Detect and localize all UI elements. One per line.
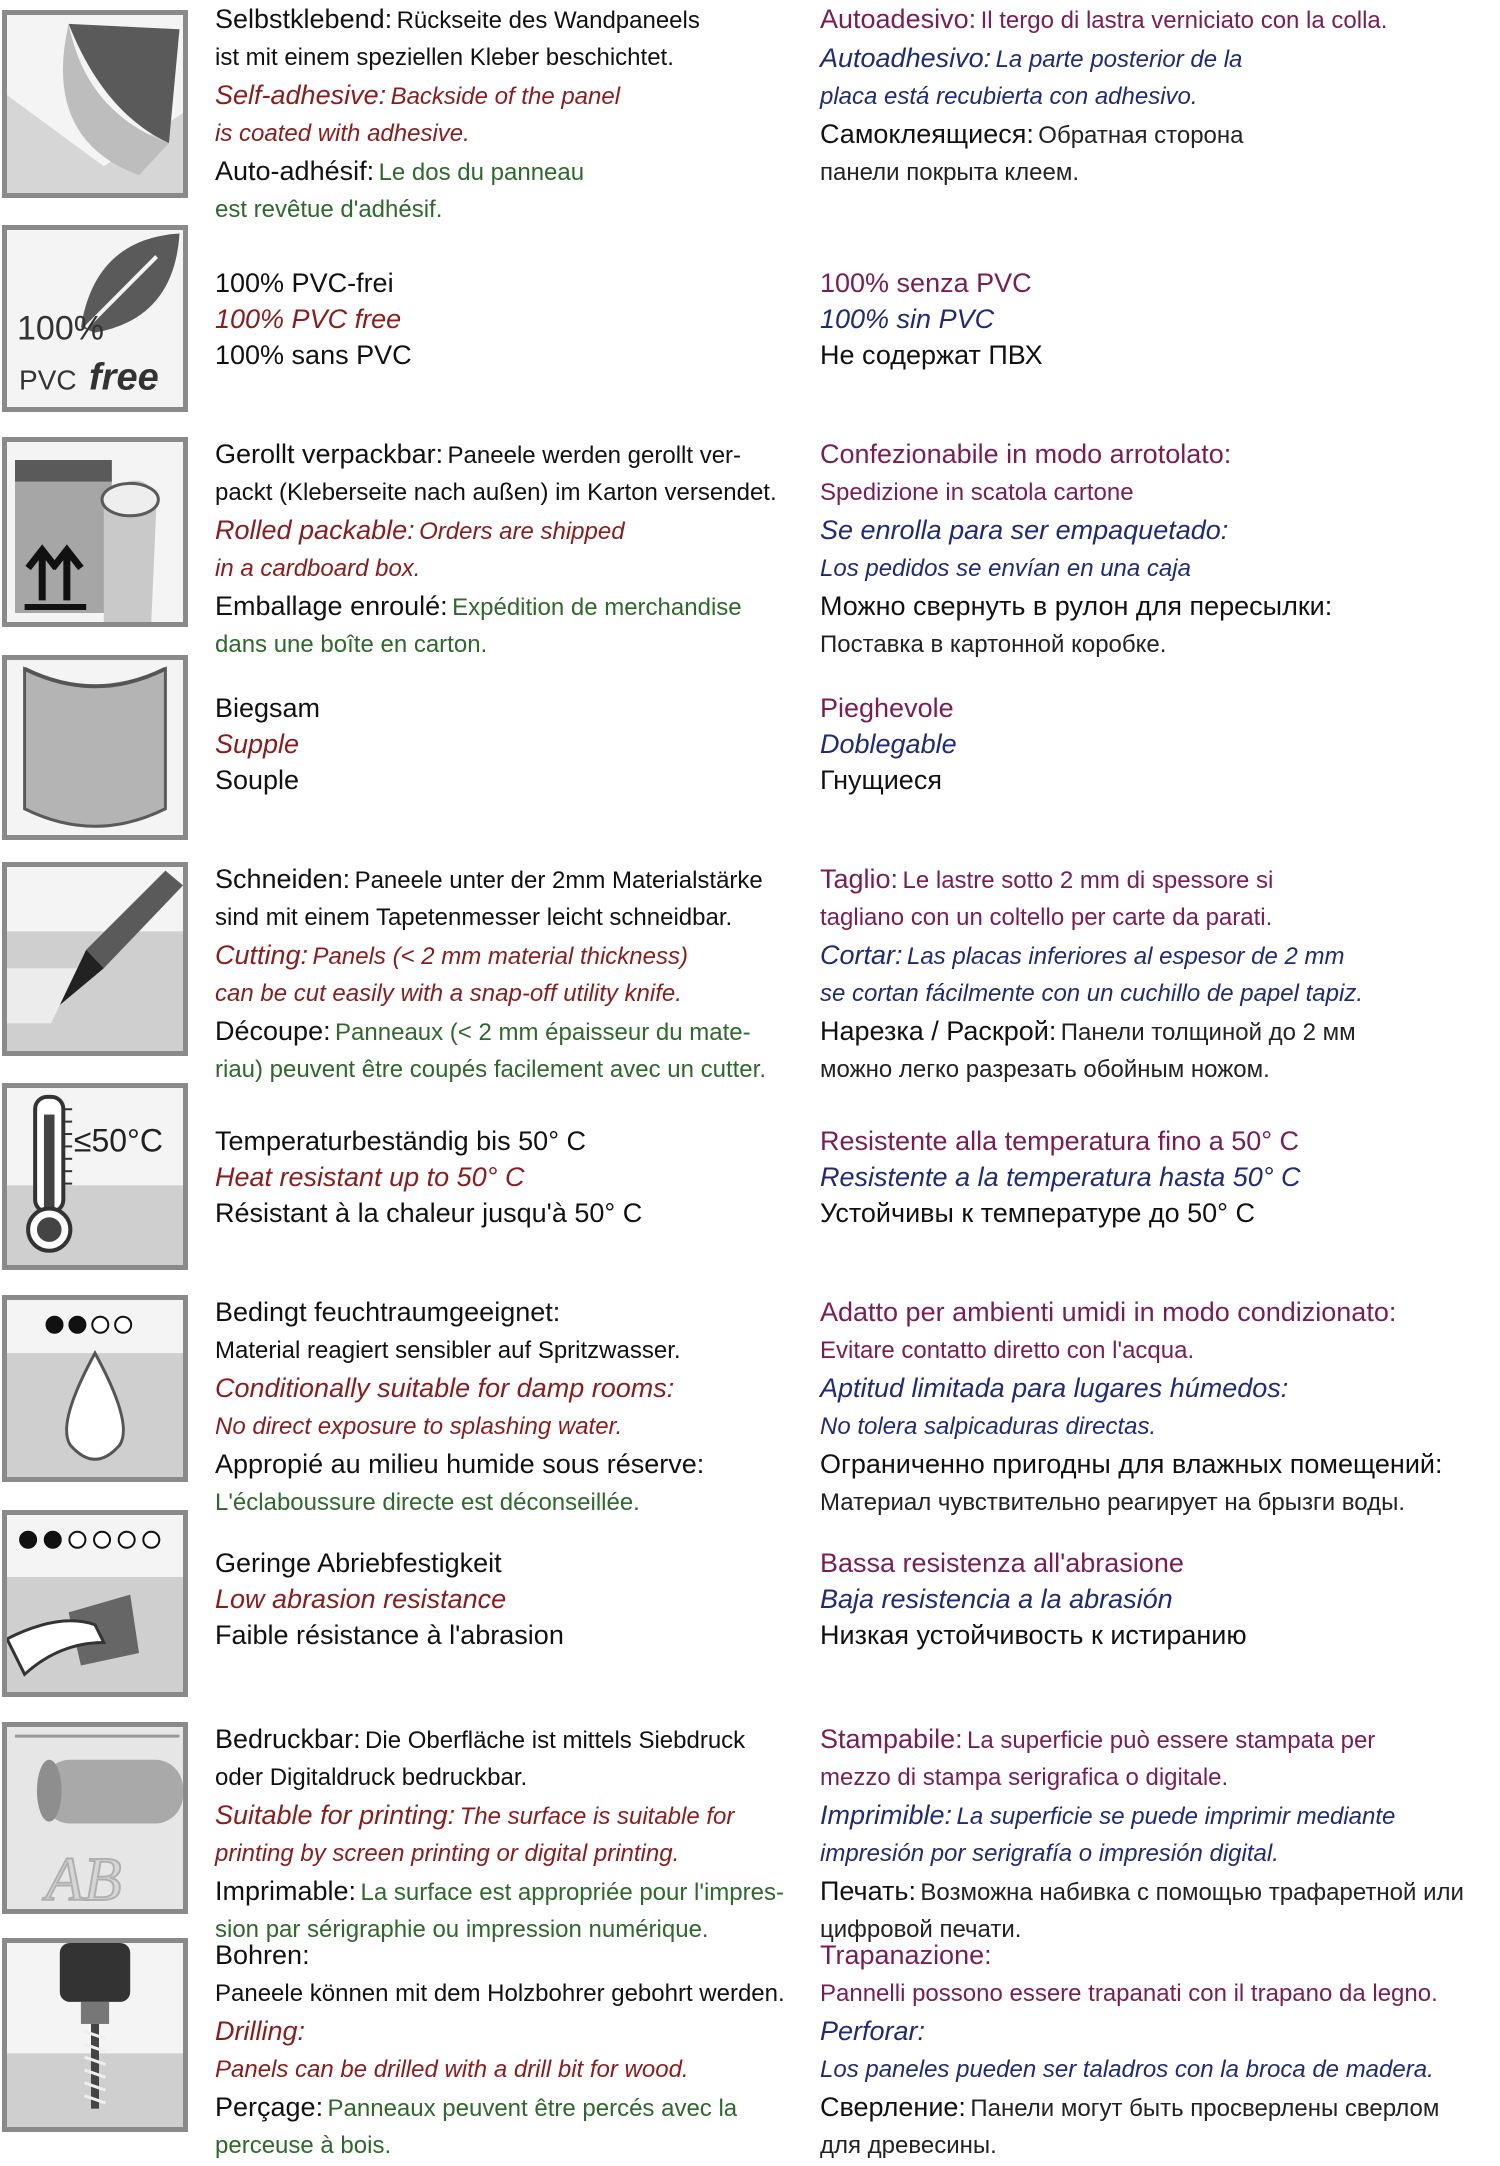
rating-dot-empty xyxy=(92,1317,108,1333)
feature-title: 100% senza PVC xyxy=(820,268,1032,298)
feature-title: Low abrasion resistance xyxy=(215,1584,507,1614)
feature-heading: Aptitud limitada para lugares húmedos: xyxy=(820,1373,1289,1403)
feature-description: La surface est appropriée pour l'impres- xyxy=(360,1879,784,1906)
feature-description: Il tergo di lastra verniciato con la colla. xyxy=(980,7,1388,34)
feature-line-it xyxy=(820,1295,1500,1334)
right-text-column xyxy=(820,862,1500,1090)
feature-heading: Нарезка / Раскрой: xyxy=(820,1016,1057,1046)
feature-line-fr xyxy=(215,628,815,665)
badge-pvc-text: PVC xyxy=(19,364,77,396)
feature-description: Los pedidos se envían en una caja xyxy=(820,555,1191,582)
flexible-sheet-icon xyxy=(7,660,183,835)
feature-line-en xyxy=(215,117,815,154)
feature-description: Spedizione in scatola cartone xyxy=(820,479,1134,506)
rating-dot-empty xyxy=(69,1532,85,1548)
feature-heading: Perforar: xyxy=(820,2016,926,2046)
feature-description: riau) peuvent être coupés facilement avec un cutter. xyxy=(215,1056,766,1083)
feature-line-de xyxy=(215,1761,815,1798)
feature-description: Las placas inferiores al espesor de 2 mm xyxy=(906,943,1345,970)
feature-line-de xyxy=(215,437,815,476)
feature-line-en xyxy=(215,726,815,762)
feature-line-de xyxy=(215,1123,815,1159)
feature-description: Material reagiert sensibler auf Spritzwasser. xyxy=(215,1337,681,1364)
feature-title: Pieghevole xyxy=(820,693,954,723)
feature-line-de xyxy=(215,1545,815,1581)
feature-line-it xyxy=(820,1938,1500,1977)
feature-line-es xyxy=(820,977,1500,1014)
feature-heading: Autoadesivo: xyxy=(820,4,977,34)
feature-line-de xyxy=(215,1977,815,2014)
feature-title: Supple xyxy=(215,729,300,759)
feature-description: se cortan fácilmente con un cuchillo de papel tapiz. xyxy=(820,980,1363,1007)
feature-heading: Imprimible: xyxy=(820,1800,953,1830)
rating-dot-empty xyxy=(94,1532,110,1548)
feature-line-ru xyxy=(820,1014,1500,1053)
feature-icon-box xyxy=(2,862,188,1056)
feature-line-it xyxy=(820,1977,1500,2014)
right-text-column xyxy=(820,1545,1500,1653)
feature-line-ru xyxy=(820,117,1500,156)
feature-title: Résistant à la chaleur jusqu'à 50° C xyxy=(215,1198,643,1228)
feature-icon-box xyxy=(2,10,188,198)
feature-heading: Confezionabile in modo arrotolato: xyxy=(820,439,1232,469)
feature-line-ru xyxy=(820,1874,1500,1913)
feature-description: Обратная сторона xyxy=(1038,122,1244,149)
feature-icon-box xyxy=(2,1083,188,1270)
feature-line-de xyxy=(215,901,815,938)
feature-line-ru xyxy=(820,762,1500,798)
feature-line-fr xyxy=(215,337,815,373)
print-sample-text: AB xyxy=(45,1845,122,1909)
feature-line-en xyxy=(215,78,815,117)
feature-heading: Self-adhesive: xyxy=(215,80,387,110)
feature-description: La parte posterior de la xyxy=(995,46,1243,73)
rating-dot-empty xyxy=(119,1532,135,1548)
feature-description: Rückseite des Wandpaneels xyxy=(396,7,700,34)
feature-line-it xyxy=(820,690,1500,726)
feature-icon-box xyxy=(2,1722,188,1914)
feature-line-es xyxy=(820,2053,1500,2090)
feature-description: Панели могут быть просверлены сверлом xyxy=(970,2095,1440,2122)
feature-line-en xyxy=(215,1410,815,1447)
feature-line-ru xyxy=(820,156,1500,193)
feature-heading: Bedruckbar: xyxy=(215,1724,361,1754)
rating-dot-filled xyxy=(20,1532,36,1548)
feature-description: Panneaux (< 2 mm épaisseur du mate- xyxy=(335,1019,751,1046)
feature-heading: Bedingt feuchtraumgeeignet: xyxy=(215,1297,561,1327)
feature-title: Bassa resistenza all'abrasione xyxy=(820,1548,1184,1578)
feature-line-fr xyxy=(215,1874,815,1913)
feature-description: The surface is suitable for xyxy=(459,1803,735,1830)
left-text-column xyxy=(215,265,815,373)
right-text-column xyxy=(820,1938,1500,2166)
feature-line-fr xyxy=(215,193,815,230)
right-text-column xyxy=(820,2,1500,193)
feature-description: Le dos du panneau xyxy=(378,159,585,186)
feature-title: Heat resistant up to 50° C xyxy=(215,1162,525,1192)
feature-title: Resistente alla temperatura fino a 50° C xyxy=(820,1126,1300,1156)
feature-heading: Découpe: xyxy=(215,1016,331,1046)
feature-line-es xyxy=(820,1581,1500,1617)
feature-heading: Perçage: xyxy=(215,2092,324,2122)
feature-line-it xyxy=(820,437,1500,476)
feature-heading: Ограниченно пригодны для влажных помещений: xyxy=(820,1449,1443,1479)
feature-icon-box xyxy=(2,655,188,840)
feature-line-es xyxy=(820,1837,1500,1874)
feature-description: tagliano con un coltello per carte da parati. xyxy=(820,904,1273,931)
feature-title: 100% PVC free xyxy=(215,304,402,334)
feature-line-it xyxy=(820,862,1500,901)
left-text-column xyxy=(215,1123,815,1231)
rating-dot-filled xyxy=(45,1532,61,1548)
feature-line-it xyxy=(820,1334,1500,1371)
feature-title: Resistente a la temperatura hasta 50° C xyxy=(820,1162,1301,1192)
feature-icon-box xyxy=(2,1295,188,1482)
feature-heading: Самоклеящиеся: xyxy=(820,119,1034,149)
feature-line-it xyxy=(820,265,1500,301)
feature-description: Панели толщиной до 2 мм xyxy=(1060,1019,1356,1046)
feature-line-ru xyxy=(820,1053,1500,1090)
feature-line-fr xyxy=(215,154,815,193)
feature-line-fr xyxy=(215,762,815,798)
feature-heading: Stampabile: xyxy=(820,1724,963,1754)
badge-percent-text: 100% xyxy=(17,309,104,348)
feature-line-es xyxy=(820,1371,1500,1410)
left-text-column xyxy=(215,862,815,1090)
feature-heading: Suitable for printing: xyxy=(215,1800,456,1830)
feature-heading: Adatto per ambienti umidi in modo condizionato: xyxy=(820,1297,1397,1327)
feature-line-en xyxy=(215,2053,815,2090)
feature-line-es xyxy=(820,726,1500,762)
feature-description: No tolera salpicaduras directas. xyxy=(820,1413,1157,1440)
feature-line-ru xyxy=(820,1617,1500,1653)
feature-title: Устойчивы к температуре до 50° C xyxy=(820,1198,1255,1228)
right-text-column xyxy=(820,690,1500,798)
printing-roller-icon xyxy=(7,1727,183,1909)
feature-line-en xyxy=(215,977,815,1014)
feature-icon-box xyxy=(2,225,188,412)
left-text-column xyxy=(215,2,815,230)
feature-line-fr xyxy=(215,1053,815,1090)
feature-line-ru xyxy=(820,337,1500,373)
feature-description: can be cut easily with a snap-off utility knife. xyxy=(215,980,682,1007)
feature-line-fr xyxy=(215,1014,815,1053)
feature-line-fr xyxy=(215,1195,815,1231)
feature-description: dans une boîte en carton. xyxy=(215,631,488,658)
feature-heading: Trapanazione: xyxy=(820,1940,992,1970)
feature-line-es xyxy=(820,80,1500,117)
pvc-free-leaf-icon xyxy=(7,230,183,407)
feature-description: L'éclaboussure directe est déconseillée. xyxy=(215,1489,640,1516)
feature-line-it xyxy=(820,1722,1500,1761)
left-text-column xyxy=(215,1545,815,1653)
feature-description: Le lastre sotto 2 mm di spessore si xyxy=(902,867,1274,894)
feature-heading: Печать: xyxy=(820,1876,916,1906)
feature-title: 100% PVC-frei xyxy=(215,268,394,298)
feature-line-es xyxy=(820,513,1500,552)
feature-description: placa está recubierta con adhesivo. xyxy=(820,83,1198,110)
feature-title: Souple xyxy=(215,765,300,795)
rating-dot-filled xyxy=(69,1317,85,1333)
feature-description: impresión por serigrafía o impresión digital. xyxy=(820,1840,1279,1867)
feature-line-de xyxy=(215,1722,815,1761)
drill-icon xyxy=(7,1943,183,2127)
feature-line-es xyxy=(820,2014,1500,2053)
feature-heading: Imprimable: xyxy=(215,1876,357,1906)
feature-line-en xyxy=(215,1371,815,1410)
left-text-column xyxy=(215,1295,815,1523)
feature-description: Panels can be drilled with a drill bit for wood. xyxy=(215,2056,689,2083)
feature-icon-box xyxy=(2,437,188,627)
feature-line-es xyxy=(820,552,1500,589)
feature-line-ru xyxy=(820,589,1500,628)
right-text-column xyxy=(820,437,1500,665)
feature-description: Die Oberfläche ist mittels Siebdruck xyxy=(365,1727,746,1754)
feature-heading: Taglio: xyxy=(820,864,899,894)
feature-description: Материал чувствительно реагирует на брызги воды. xyxy=(820,1489,1405,1516)
rating-dot-filled xyxy=(47,1317,63,1333)
feature-line-ru xyxy=(820,1195,1500,1231)
feature-description: цифровой печати. xyxy=(820,1916,1022,1943)
feature-line-ru xyxy=(820,2090,1500,2129)
feature-title: Низкая устойчивость к истиранию xyxy=(820,1620,1247,1650)
feature-line-it xyxy=(820,2,1500,41)
abrasion-cloth-icon xyxy=(7,1515,183,1692)
feature-heading: Сверление: xyxy=(820,2092,966,2122)
feature-description: для древесины. xyxy=(820,2132,997,2159)
feature-title: Geringe Abriebfestigkeit xyxy=(215,1548,502,1578)
cutting-knife-icon xyxy=(7,867,183,1051)
feature-line-en xyxy=(215,1798,815,1837)
feature-line-en xyxy=(215,552,815,589)
feature-description: Los paneles pueden ser taladros con la broca de madera. xyxy=(820,2056,1434,2083)
feature-line-fr xyxy=(215,2129,815,2166)
feature-line-ru xyxy=(820,628,1500,665)
feature-line-es xyxy=(820,1410,1500,1447)
feature-heading: Appropié au milieu humide sous réserve: xyxy=(215,1449,705,1479)
feature-description: sind mit einem Tapetenmesser leicht schneidbar. xyxy=(215,904,733,931)
feature-title: Biegsam xyxy=(215,693,321,723)
feature-description: sion par sérigraphie ou impression numérique. xyxy=(215,1916,709,1943)
feature-description: Orders are shipped xyxy=(419,518,625,545)
feature-line-en xyxy=(215,2014,815,2053)
rolled-package-icon xyxy=(7,442,183,622)
feature-title: Temperaturbeständig bis 50° C xyxy=(215,1126,586,1156)
left-text-column xyxy=(215,690,815,798)
feature-heading: Можно свернуть в рулон для пересылки: xyxy=(820,591,1333,621)
thermometer-icon xyxy=(7,1088,183,1265)
feature-line-de xyxy=(215,2,815,41)
feature-line-de xyxy=(215,1295,815,1334)
feature-description: ist mit einem speziellen Kleber beschichtet. xyxy=(215,44,674,71)
feature-heading: Selbstklebend: xyxy=(215,4,393,34)
feature-title: Baja resistencia a la abrasión xyxy=(820,1584,1173,1614)
feature-description: No direct exposure to splashing water. xyxy=(215,1413,623,1440)
feature-line-fr xyxy=(215,1486,815,1523)
feature-title: Не содержат ПВХ xyxy=(820,340,1043,370)
feature-description: Paneele werden gerollt ver- xyxy=(447,442,742,469)
feature-heading: Gerollt verpackbar: xyxy=(215,439,444,469)
left-text-column xyxy=(215,1938,815,2166)
feature-heading: Auto-adhésif: xyxy=(215,156,375,186)
feature-heading: Cortar: xyxy=(820,940,903,970)
feature-line-es xyxy=(820,301,1500,337)
feature-heading: Cutting: xyxy=(215,940,309,970)
feature-icon-box xyxy=(2,1510,188,1697)
feature-description: est revêtue d'adhésif. xyxy=(215,196,443,223)
feature-description: Paneele können mit dem Holzbohrer gebohrt werden. xyxy=(215,1980,785,2007)
temperature-badge-text: ≤50°C xyxy=(73,1122,163,1159)
right-text-column xyxy=(820,1722,1500,1950)
feature-description: Pannelli possono essere trapanati con il trapano da legno. xyxy=(820,1980,1438,2007)
feature-line-fr xyxy=(215,1447,815,1486)
feature-description: Panels (< 2 mm material thickness) xyxy=(312,943,688,970)
feature-line-es xyxy=(820,1798,1500,1837)
feature-line-de xyxy=(215,265,815,301)
feature-heading: Drilling: xyxy=(215,2016,306,2046)
feature-description: in a cardboard box. xyxy=(215,555,421,582)
feature-description: La superficie può essere stampata per xyxy=(967,1727,1376,1754)
feature-line-it xyxy=(820,901,1500,938)
feature-title: Faible résistance à l'abrasion xyxy=(215,1620,564,1650)
feature-description: панели покрыта клеем. xyxy=(820,159,1080,186)
right-text-column xyxy=(820,265,1500,373)
feature-line-ru xyxy=(820,2129,1500,2166)
feature-line-en xyxy=(215,1837,815,1874)
feature-line-fr xyxy=(215,1617,815,1653)
left-text-column xyxy=(215,437,815,665)
feature-description: Expédition de merchandise xyxy=(452,594,742,621)
feature-line-en xyxy=(215,301,815,337)
feature-line-it xyxy=(820,1761,1500,1798)
feature-line-it xyxy=(820,476,1500,513)
feature-description: Возможна набивка с помощью трафаретной или xyxy=(920,1879,1464,1906)
feature-line-de xyxy=(215,41,815,78)
feature-line-de xyxy=(215,1938,815,1977)
feature-title: 100% sans PVC xyxy=(215,340,412,370)
feature-description: Panneaux peuvent être percés avec la xyxy=(327,2095,738,2122)
feature-description: можно легко разрезать обойным ножом. xyxy=(820,1056,1270,1083)
feature-description: Поставка в картонной коробке. xyxy=(820,631,1167,658)
feature-line-en xyxy=(215,938,815,977)
feature-description: oder Digitaldruck bedruckbar. xyxy=(215,1764,528,1791)
feature-heading: Bohren: xyxy=(215,1940,310,1970)
feature-line-de xyxy=(215,1334,815,1371)
feature-heading: Emballage enroulé: xyxy=(215,591,448,621)
feature-line-de xyxy=(215,476,815,513)
rating-dot-empty xyxy=(143,1532,159,1548)
feature-icon-box xyxy=(2,1938,188,2132)
feature-line-de xyxy=(215,690,815,726)
feature-line-fr xyxy=(215,589,815,628)
feature-heading: Conditionally suitable for damp rooms: xyxy=(215,1373,675,1403)
feature-title: 100% sin PVC xyxy=(820,304,995,334)
feature-title: Doblegable xyxy=(820,729,957,759)
feature-line-it xyxy=(820,1545,1500,1581)
feature-description: Evitare contatto diretto con l'acqua. xyxy=(820,1337,1195,1364)
feature-title: Гнущиеся xyxy=(820,765,942,795)
rating-dot-empty xyxy=(115,1317,131,1333)
feature-description: is coated with adhesive. xyxy=(215,120,470,147)
feature-heading: Rolled packable: xyxy=(215,515,415,545)
feature-line-ru xyxy=(820,1447,1500,1486)
feature-line-en xyxy=(215,513,815,552)
feature-line-ru xyxy=(820,1486,1500,1523)
feature-line-en xyxy=(215,1159,815,1195)
feature-description: Paneele unter der 2mm Materialstärke xyxy=(354,867,763,894)
right-text-column xyxy=(820,1295,1500,1523)
feature-description: mezzo di stampa serigrafica o digitale. xyxy=(820,1764,1229,1791)
feature-heading: Se enrolla para ser empaquetado: xyxy=(820,515,1229,545)
water-drop-icon xyxy=(7,1300,183,1477)
feature-line-es xyxy=(820,41,1500,80)
feature-description: La superficie se puede imprimir mediante xyxy=(956,1803,1396,1830)
feature-description: Backside of the panel xyxy=(390,83,621,110)
feature-line-en xyxy=(215,1581,815,1617)
left-text-column xyxy=(215,1722,815,1950)
feature-line-it xyxy=(820,1123,1500,1159)
feature-heading: Schneiden: xyxy=(215,864,351,894)
feature-description: packt (Kleberseite nach außen) im Karton versendet. xyxy=(215,479,777,506)
feature-description: printing by screen printing or digital printing. xyxy=(215,1840,680,1867)
feature-line-fr xyxy=(215,2090,815,2129)
feature-heading: Autoadhesivo: xyxy=(820,43,992,73)
badge-free-text: free xyxy=(89,356,159,399)
feature-line-de xyxy=(215,862,815,901)
feature-description: perceuse à bois. xyxy=(215,2132,392,2159)
feature-line-es xyxy=(820,1159,1500,1195)
feature-line-es xyxy=(820,938,1500,977)
right-text-column xyxy=(820,1123,1500,1231)
self-adhesive-icon xyxy=(7,15,183,193)
